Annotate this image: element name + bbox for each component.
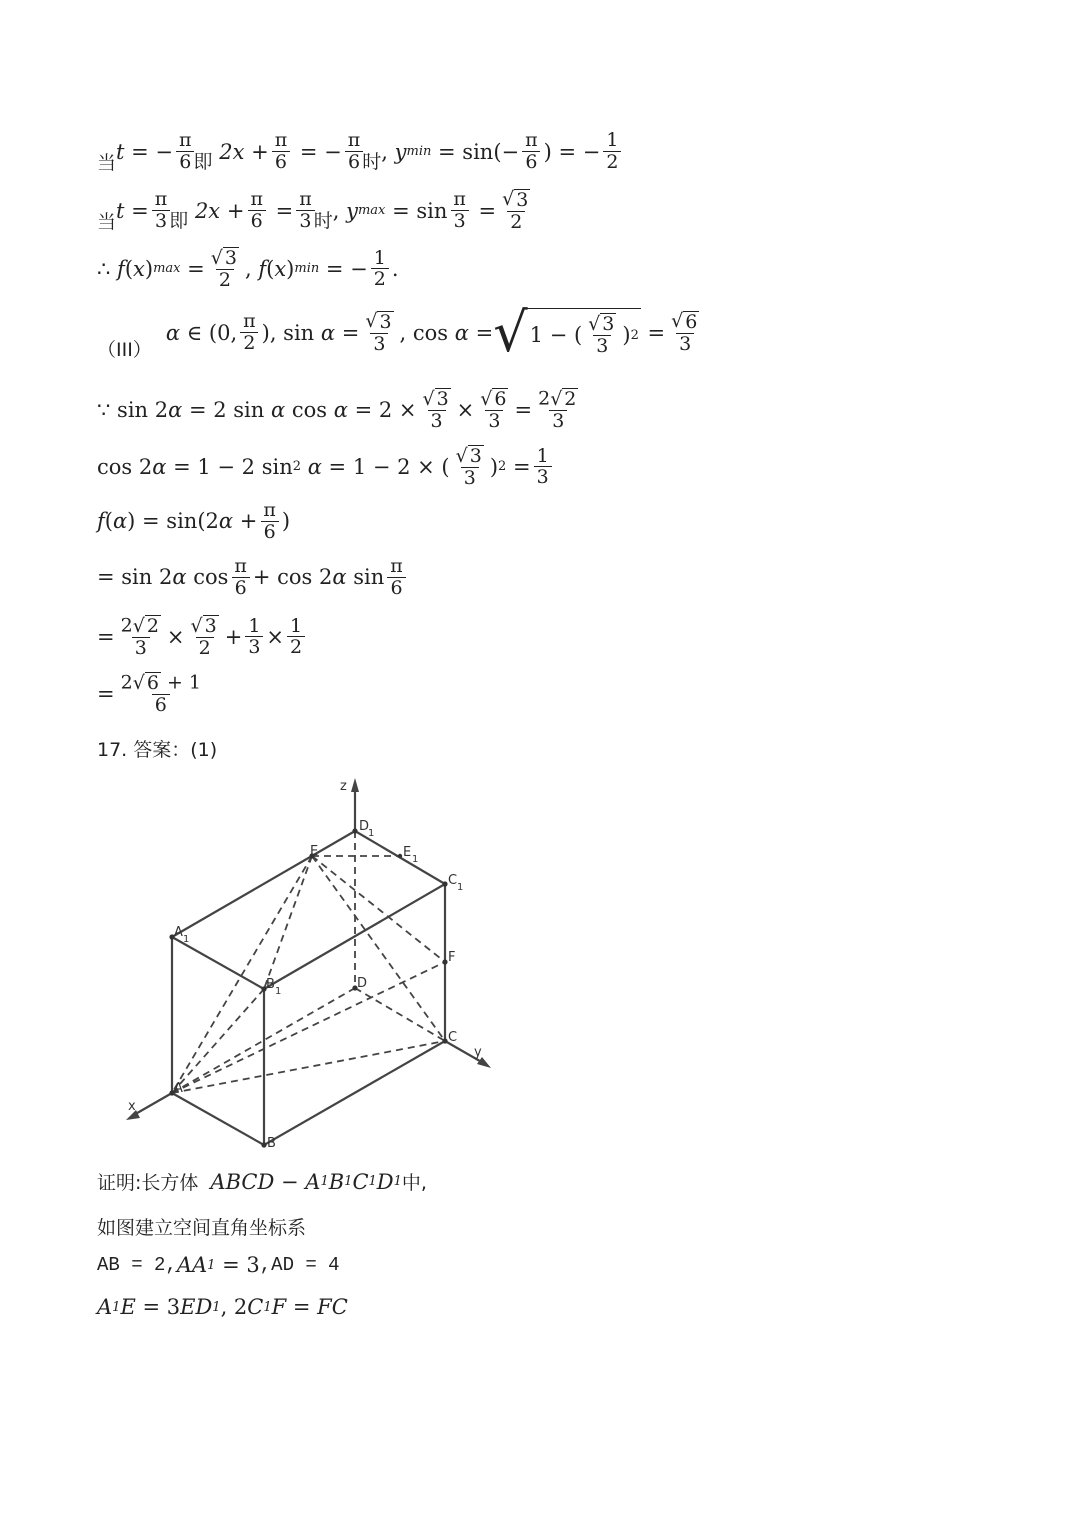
proof-prefix: 证明:长方体 [97,1172,199,1194]
answer-17-label: 17. 答案：(1) [97,739,218,761]
label-B1: B [266,977,275,992]
math-line-5: ∵ sin 2 α = 2 sin α cos α = 2 × √ 3 3 × √ 6 3 = 2√ 2 3 [97,387,577,432]
label-E: E [310,844,319,859]
label-x: x [128,1099,136,1114]
ab-text: AB = 2, [97,1254,177,1276]
text-roman3: （III） [97,339,152,361]
math-line-7: f ( α ) = sin(2 α + $\frac{\pi}{6}$ ) [97,499,291,543]
proof-suffix: 中, [401,1172,427,1194]
label-C: C [448,1030,458,1045]
text-shi: 时 [313,210,333,232]
ad-text: ,AD = 4 [259,1254,340,1276]
proof-line-4: A 1 E = 3 ED 1 , 2 C 1 F = FC [97,1295,348,1319]
label-A: A [174,1081,183,1096]
label-D1: D [359,819,370,834]
proof-line-1: 证明:长方体 ABCD − A 1 B 1 C 1 D 1 中, [97,1169,427,1194]
label-E1: E [403,845,412,860]
label-A1: A [174,925,183,940]
text-ji: 即 [169,210,189,232]
label-C1-sub: 1 [457,882,464,893]
math-line-9: = 2√ 2 3 × √ 3 2 + $\frac{1}{3}$ × $\frac{1}{2}$ [97,615,308,659]
proof-line-3: AB = 2, AA 1 = 3 ,AD = 4 [97,1253,340,1277]
math-line-6: cos 2 α = 1 − 2 sin 2 α = 1 − 2 × ( √ 3 3 ) 2 = $\frac{1}{3}$ [97,445,555,489]
math-line-8: = sin 2 α cos $\frac{\pi}{6}$ + cos 2 α sin $\frac{\pi}{6}$ [97,556,409,599]
math-line-4: （III） α ∈ (0, $\frac{\pi}{2}$ ), sin α = √ 3 3 , cos α = √ 1 − ( √ 3 3 ) 2 = √ 6 3 [97,300,698,364]
math-line-3: ∴ f ( x ) max = √ 3 2 , f ( x ) min = − $\frac{1}{2}$ . [97,246,399,291]
label-B1-sub: 1 [275,986,282,997]
label-y: y [474,1045,482,1060]
text-ji: 即 [193,151,213,173]
label-A1-sub: 1 [183,934,190,945]
math-line-1: 当 t = − $\frac{\pi}{6}$ 即 2x + $\frac{\pi}{6}$ = − $\frac{\pi}{6}$ 时 , y min = sin(− $\frac{\pi}{6}$ ) = − $\frac{1}{2}$ [97,128,624,175]
math-line-10: = 2√ 6 + 1 6 [97,671,201,716]
text-dang: 当 [97,211,117,233]
label-C1: C [448,873,458,888]
proof-line-2: 如图建立空间直角坐标系 [97,1217,307,1239]
label-F: F [448,950,456,965]
label-B: B [267,1136,276,1151]
math-line-2: 当 t = $\frac{\pi}{3}$ 即 2x + $\frac{\pi}{6}$ = $\frac{\pi}{3}$ 时 , y max = sin $\frac{\pi}{3}$ = √ 3 2 [97,188,529,233]
label-D: D [357,976,368,991]
label-D1-sub: 1 [368,828,375,839]
label-z: z [340,779,347,794]
label-E1-sub: 1 [412,854,419,865]
text-dang: 当 [97,152,117,174]
text-shi: 时 [362,151,382,173]
